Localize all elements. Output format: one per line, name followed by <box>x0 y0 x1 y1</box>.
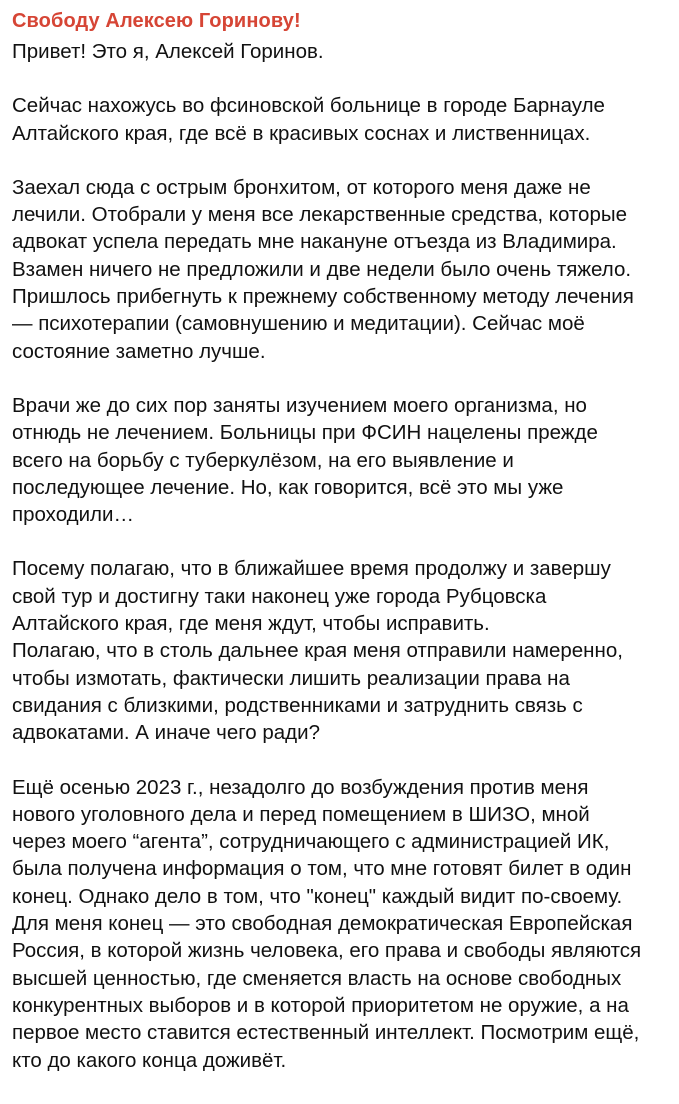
text-line: конец. Однако дело в том, что "конец" каждый видит по-своему. <box>12 884 623 908</box>
text-line: Ещё осенью 2023 г., незадолго до возбуждения против меня <box>12 775 589 799</box>
text-line: Полагаю, что в столь дальнее края меня отправили намеренно, <box>12 639 623 663</box>
text-line: свидания с близкими, родственниками и затруднить связь с <box>12 693 583 717</box>
paragraph-3 <box>12 174 667 365</box>
text-line: Заехал сюда с острым бронхитом, от которого меня даже не <box>12 175 591 199</box>
text-line: через моего “агента”, сотрудничающего с администрацией ИК, <box>12 830 610 854</box>
text-line: Сейчас нахожусь во фсиновской больнице в городе Барнауле <box>12 94 605 118</box>
text-line: первое место ставится естественный интеллект. Посмотрим ещё, <box>12 1021 640 1045</box>
text-line: чтобы измотать, фактически лишить реализации права на <box>12 666 570 690</box>
text-line: Взамен ничего не предложили и две недели было очень тяжело. <box>12 257 632 281</box>
text-line: была получена информация о том, что мне готовят билет в один <box>12 857 632 881</box>
text-line: всего на борьбу с туберкулёзом, на его выявление и <box>12 448 514 472</box>
text-line: проходили… <box>12 503 134 527</box>
paragraph-4 <box>12 392 667 528</box>
text-line: адвокатами. А иначе чего ради? <box>12 721 320 745</box>
text-line: нового уголовного дела и перед помещением в ШИЗО, мной <box>12 802 590 826</box>
text-line: отнюдь не лечением. Больницы при ФСИН нацелены прежде <box>12 421 598 445</box>
paragraph-1 <box>12 38 667 65</box>
text-line: адвокат успела передать мне накануне отъезда из Владимира. <box>12 230 617 254</box>
paragraph-6 <box>12 774 667 1074</box>
paragraph-2 <box>12 92 667 147</box>
text-line: высшей ценностью, где сменяется власть на основе свободных <box>12 966 622 990</box>
sender-name[interactable]: Свободу Алексею Горинову! <box>12 10 301 32</box>
text-line: Посему полагаю, что в ближайшее время продолжу и завершу <box>12 557 611 581</box>
text-line: свой тур и достигну таки наконец уже города Рубцовска <box>12 584 547 608</box>
text-line: Для меня конец — это свободная демократическая Европейская <box>12 912 633 936</box>
text-line: конкурентных выборов и в которой приоритетом не оружие, а на <box>12 993 629 1017</box>
text-line: состояние заметно лучше. <box>12 339 266 363</box>
text-line: — психотерапии (самовнушению и медитации). Сейчас моё <box>12 312 585 336</box>
paragraph-5 <box>12 555 667 746</box>
text-line: Пришлось прибегнуть к прежнему собственному методу лечения <box>12 285 634 309</box>
text-line: Врачи же до сих пор заняты изучением моего организма, но <box>12 393 587 417</box>
text-line: кто до какого конца доживёт. <box>12 1048 287 1072</box>
text-line: Алтайского края, где меня ждут, чтобы исправить. <box>12 612 490 636</box>
text-line: лечили. Отобрали у меня все лекарственные средства, которые <box>12 203 627 227</box>
text-line: Россия, в которой жизнь человека, его права и свободы являются <box>12 939 642 963</box>
text-line: последующее лечение. Но, как говорится, всё это мы уже <box>12 475 564 499</box>
text-line: Привет! Это я, Алексей Горинов. <box>12 40 324 63</box>
text-line: Алтайского края, где всё в красивых соснах и лиственницах. <box>12 121 591 145</box>
